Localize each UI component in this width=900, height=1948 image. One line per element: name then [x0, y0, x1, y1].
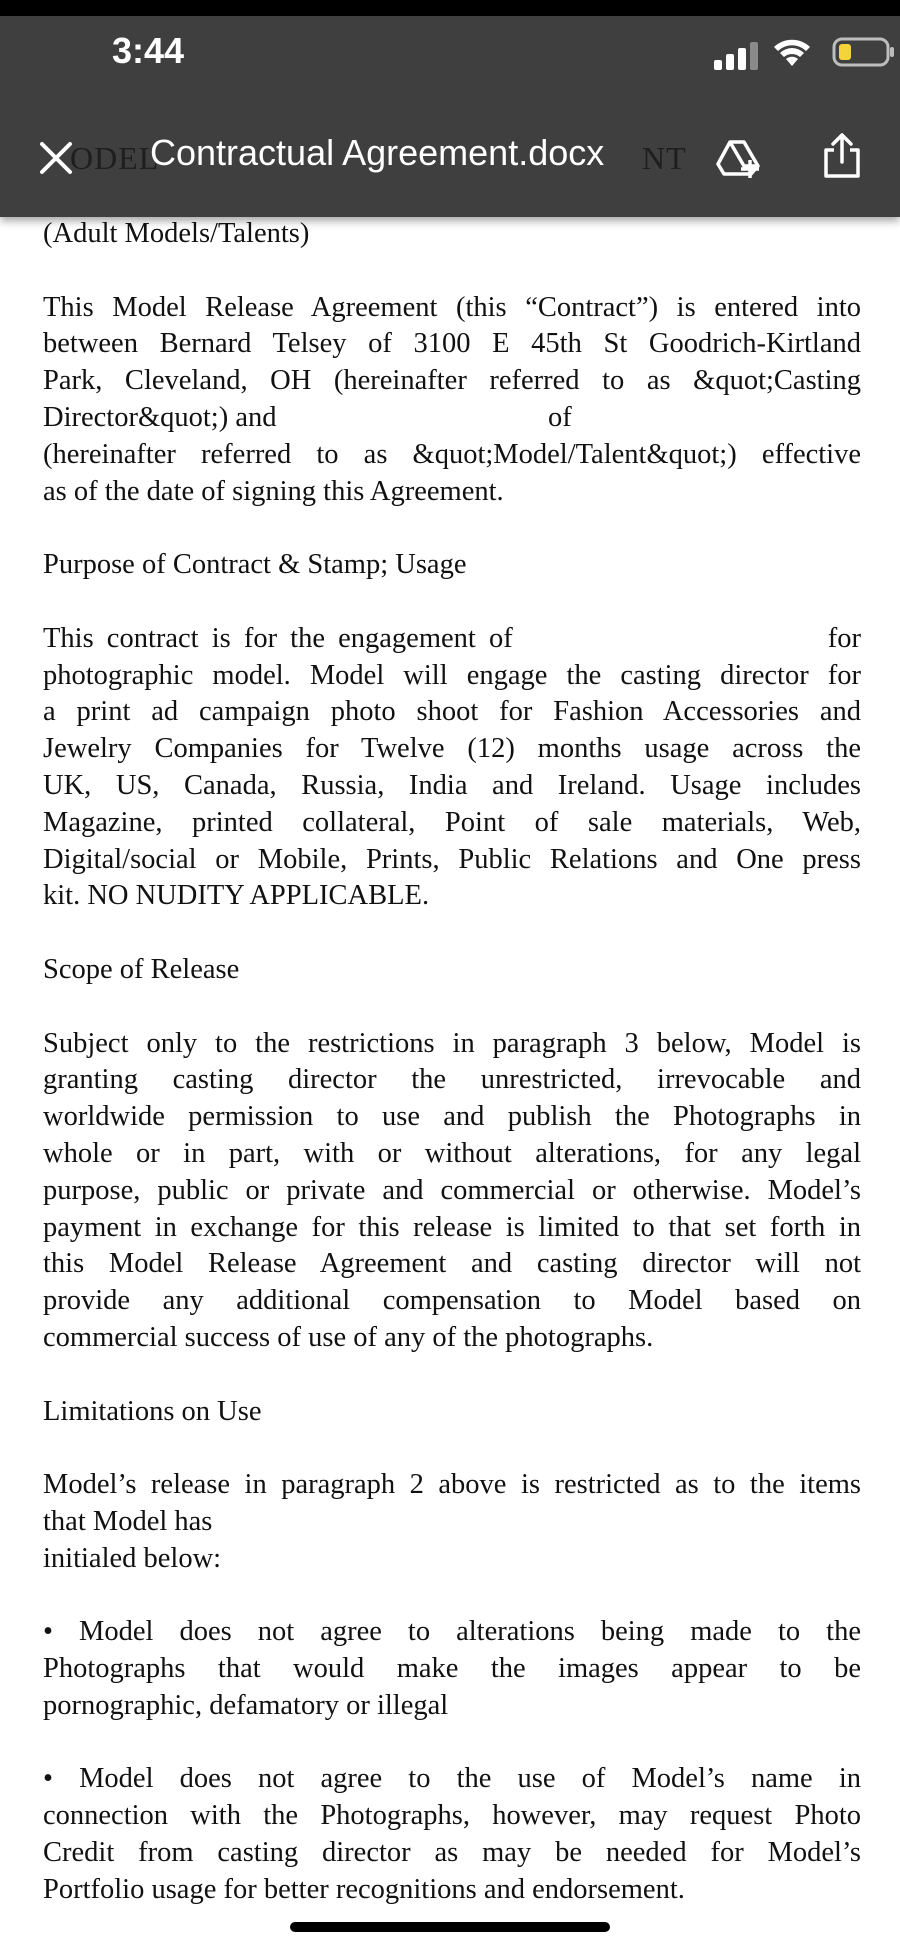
text-line: worldwide permission to use and publish the Photographs in	[43, 1101, 861, 1133]
text-fragment: for	[827, 622, 861, 654]
text-line: (hereinafter referred to as &quot;Model/Talent&quot;) effective	[43, 438, 861, 470]
text-line: provide any additional compensation to Model based on	[43, 1285, 861, 1317]
text-line: Jewelry Companies for Twelve (12) months usage across the	[43, 733, 861, 765]
add-to-drive-icon[interactable]	[716, 134, 762, 180]
text-line: as of the date of signing this Agreement.	[43, 475, 504, 507]
text-line: Park, Cleveland, OH (hereinafter referred to as &quot;Casting	[43, 365, 861, 397]
text-line: Portfolio usage for better recognitions and endorsement.	[43, 1873, 685, 1905]
document-title: Contractual Agreement.docx	[150, 132, 605, 173]
text-line: Magazine, printed collateral, Point of sale materials, Web,	[43, 806, 861, 838]
text-line: payment in exchange for this release is limited to that set forth in	[43, 1211, 861, 1243]
text-line: This Model Release Agreement (this “Contract”) is entered into	[43, 291, 861, 323]
text-line: UK, US, Canada, Russia, India and Ireland. Usage includes	[43, 769, 861, 801]
share-icon[interactable]	[820, 132, 864, 180]
section-heading-limitations: Limitations on Use	[43, 1395, 262, 1427]
text-line: pornographic, defamatory or illegal	[43, 1689, 449, 1721]
text-line: Digital/social or Mobile, Prints, Public Relations and One press	[43, 843, 861, 875]
text-line: a print ad campaign photo shoot for Fashion Accessories and	[43, 696, 861, 728]
battery-icon	[832, 36, 896, 68]
text-line: Model’s release in paragraph 2 above is restricted as to the items	[43, 1469, 861, 1501]
text-line	[43, 621, 861, 658]
text-line: Subject only to the restrictions in paragraph 3 below, Model is	[43, 1027, 861, 1059]
text-line: • Model does not agree to the use of Model’s name in	[43, 1763, 861, 1795]
text-line: kit. NO NUDITY APPLICABLE.	[43, 880, 430, 912]
text-line: Credit from casting director as may be needed for Model’s	[43, 1837, 861, 1869]
document-body	[43, 216, 861, 1945]
bullet-item-name-usage	[43, 1761, 861, 1908]
text-line: commercial success of use of any of the photographs.	[43, 1321, 654, 1353]
section-heading-purpose: Purpose of Contract & Stamp; Usage	[43, 549, 467, 581]
text-line: granting casting director the unrestricted, irrevocable and	[43, 1064, 861, 1096]
text-line: this Model Release Agreement and casting director will not	[43, 1248, 861, 1280]
status-bar-strip	[0, 0, 900, 16]
text-line: connection with the Photographs, however, may request Photo	[43, 1800, 861, 1832]
wifi-icon	[772, 36, 812, 68]
section-heading-scope: Scope of Release	[43, 953, 240, 985]
text-line: whole or in part, with or without alterations, for any legal	[43, 1137, 861, 1169]
intro-paragraph	[43, 290, 861, 511]
text-line: that Model has	[43, 1505, 213, 1537]
limitations-paragraph	[43, 1467, 861, 1577]
home-indicator[interactable]	[290, 1922, 610, 1932]
document-subtitle: (Adult Models/Talents)	[43, 218, 310, 249]
document-title-behind-right: NT	[642, 140, 687, 176]
purpose-paragraph	[43, 621, 861, 915]
text-line	[43, 400, 861, 437]
text-line: between Bernard Telsey of 3100 E 45th St Goodrich-Kirtland	[43, 328, 861, 360]
close-icon[interactable]	[36, 138, 76, 178]
scope-paragraph	[43, 1026, 861, 1357]
top-bar	[0, 0, 900, 217]
text-line: Photographs that would make the images appear to be	[43, 1653, 861, 1685]
text-fragment: This contract is for the engagement of	[43, 622, 513, 654]
text-fragment: of	[548, 401, 572, 433]
document-title-behind-left: ODEL	[70, 140, 160, 176]
text-line: purpose, public or private and commercial or otherwise. Model’s	[43, 1174, 861, 1206]
text-line: • Model does not agree to alterations being made to the	[43, 1616, 861, 1648]
text-fragment: Director&quot;) and	[43, 401, 277, 433]
bullet-item-alterations	[43, 1614, 861, 1724]
signal-icon	[712, 40, 762, 70]
text-line: photographic model. Model will engage the casting director for	[43, 659, 861, 691]
status-time: 3:44	[112, 30, 185, 71]
text-line: initialed below:	[43, 1542, 222, 1574]
